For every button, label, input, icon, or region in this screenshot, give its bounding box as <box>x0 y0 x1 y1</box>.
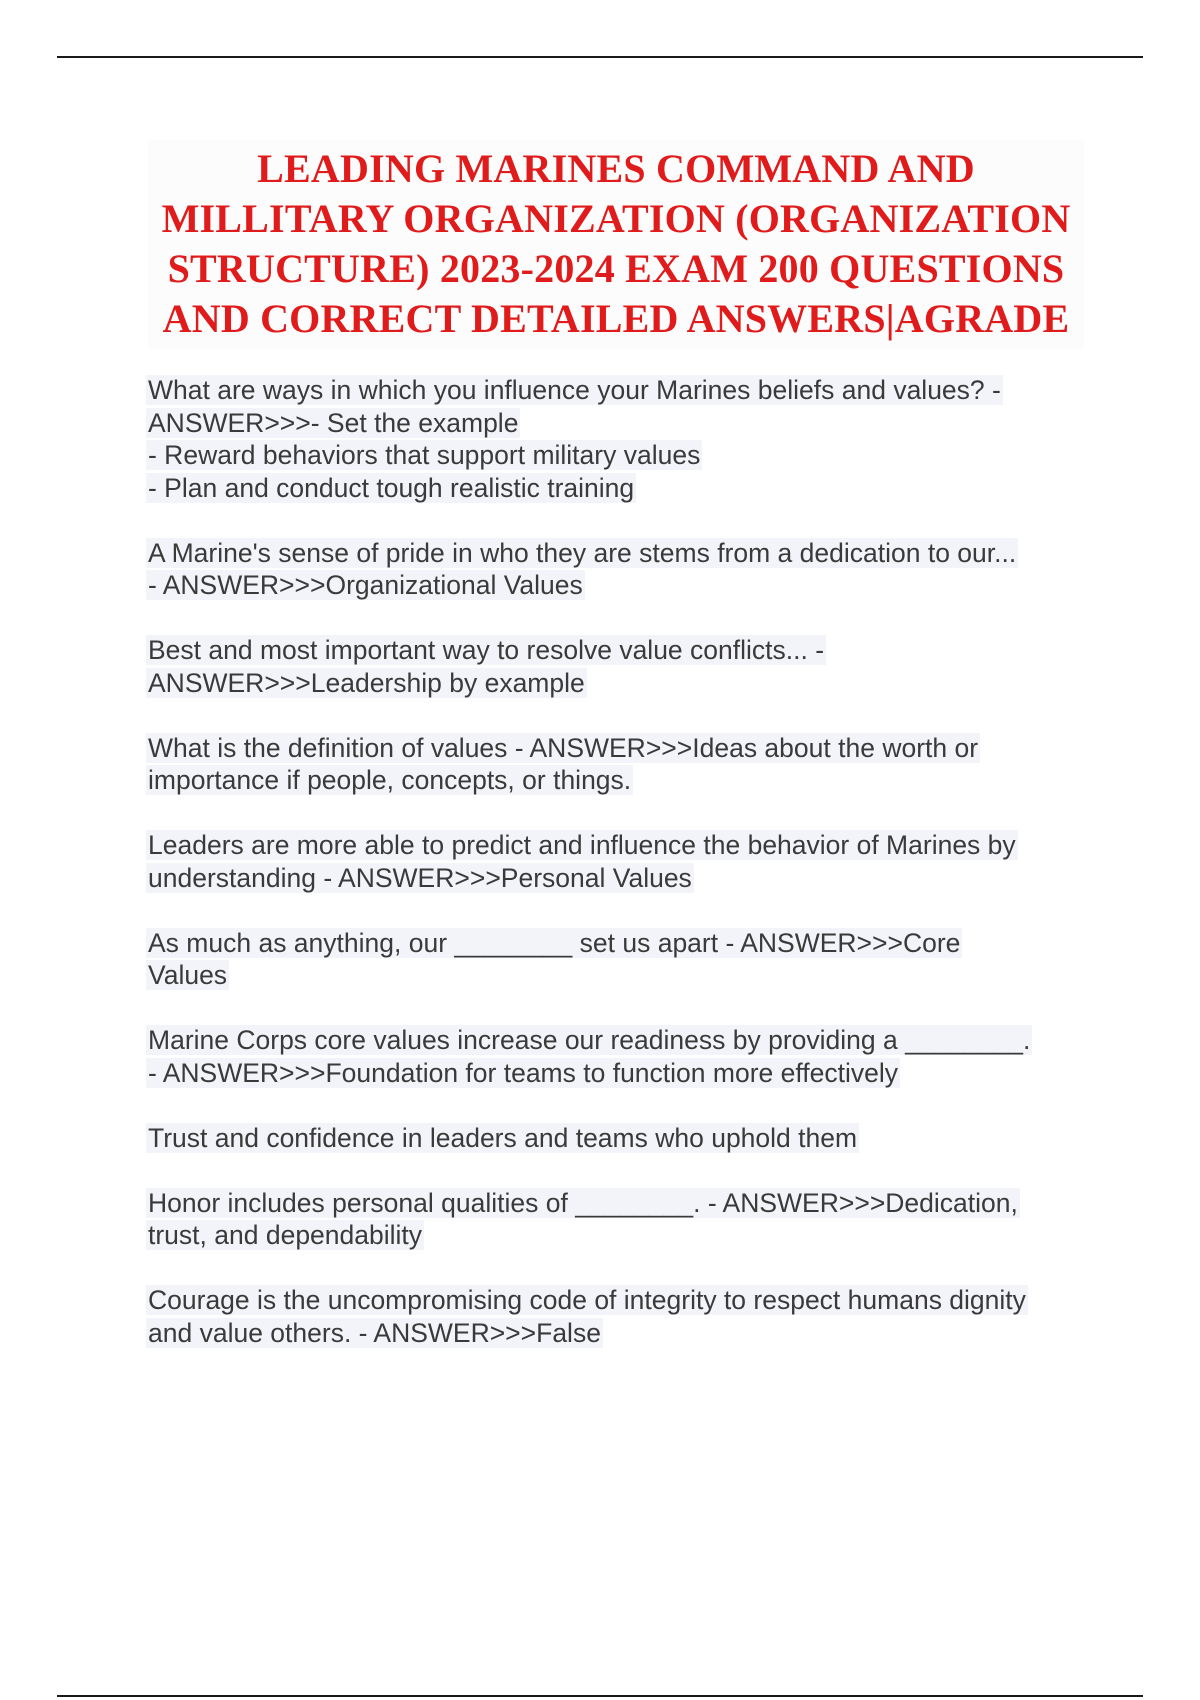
qa-line-text: - Plan and conduct tough realistic training <box>148 472 635 503</box>
qa-line <box>146 1057 1086 1090</box>
qa-line-text: Values <box>148 960 228 990</box>
qa-list <box>146 374 1086 1382</box>
qa-line-text: understanding - ANSWER>>>Personal Values <box>148 862 692 893</box>
qa-line-text: Trust and confidence in leaders and teams who uphold them <box>148 1122 858 1153</box>
qa-item <box>146 374 1086 504</box>
qa-line <box>146 569 1086 602</box>
qa-line-text: trust, and dependability <box>148 1220 423 1250</box>
qa-line <box>146 634 1086 667</box>
qa-line <box>146 1122 1086 1155</box>
qa-line-text: Marine Corps core values increase our readiness by providing a ________. <box>148 1025 1031 1055</box>
qa-line <box>146 764 1086 797</box>
qa-item <box>146 1187 1086 1252</box>
document-title: LEADING MARINES COMMAND AND MILLITARY ORGANIZATION (ORGANIZATION STRUCTURE) 2023-2024 EXAM 200 QUESTIONS AND CORRECT DETAILED ANSWERS|AGRADE <box>148 140 1084 350</box>
qa-line <box>146 959 1086 992</box>
qa-line-text: What are ways in which you influence your Marines beliefs and values? - <box>148 375 1001 405</box>
qa-item <box>146 1284 1086 1349</box>
qa-item <box>146 634 1086 699</box>
qa-line-text: Leaders are more able to predict and influence the behavior of Marines by <box>148 830 1016 860</box>
top-rule <box>57 56 1143 58</box>
qa-line <box>146 1187 1086 1220</box>
qa-item <box>146 732 1086 797</box>
qa-line-text: - Reward behaviors that support military values <box>148 440 701 470</box>
qa-line <box>146 1219 1086 1252</box>
qa-line-text: Honor includes personal qualities of ________. - ANSWER>>>Dedication, <box>148 1187 1018 1218</box>
qa-line-text: A Marine's sense of pride in who they are stems from a dedication to our... <box>148 537 1017 568</box>
qa-line <box>146 667 1086 700</box>
qa-line <box>146 732 1086 765</box>
qa-item <box>146 1024 1086 1089</box>
qa-line <box>146 407 1086 440</box>
bottom-rule <box>57 1695 1143 1697</box>
qa-item <box>146 927 1086 992</box>
qa-line <box>146 1024 1086 1057</box>
qa-line <box>146 374 1086 407</box>
qa-line <box>146 829 1086 862</box>
qa-item <box>146 1122 1086 1155</box>
qa-item <box>146 537 1086 602</box>
qa-line-text: Best and most important way to resolve value conflicts... - <box>148 635 825 665</box>
qa-line <box>146 862 1086 895</box>
qa-line-text: - ANSWER>>>Organizational Values <box>148 570 583 600</box>
qa-line <box>146 472 1086 505</box>
qa-item <box>146 829 1086 894</box>
qa-line-text: What is the definition of values - ANSWER>>>Ideas about the worth or <box>148 732 979 763</box>
qa-line <box>146 927 1086 960</box>
qa-line-text: importance if people, concepts, or things. <box>148 765 632 795</box>
qa-line-text: ANSWER>>>- Set the example <box>148 407 519 438</box>
qa-line <box>146 1284 1086 1317</box>
qa-line-text: and value others. - ANSWER>>>False <box>148 1317 601 1348</box>
qa-line <box>146 1317 1086 1350</box>
qa-line-text: - ANSWER>>>Foundation for teams to function more effectively <box>148 1057 898 1088</box>
qa-line-text: Courage is the uncompromising code of integrity to respect humans dignity <box>148 1285 1026 1315</box>
qa-line-text: As much as anything, our ________ set us apart - ANSWER>>>Core <box>148 927 961 958</box>
qa-line <box>146 537 1086 570</box>
qa-line-text: ANSWER>>>Leadership by example <box>148 667 585 698</box>
qa-line <box>146 439 1086 472</box>
